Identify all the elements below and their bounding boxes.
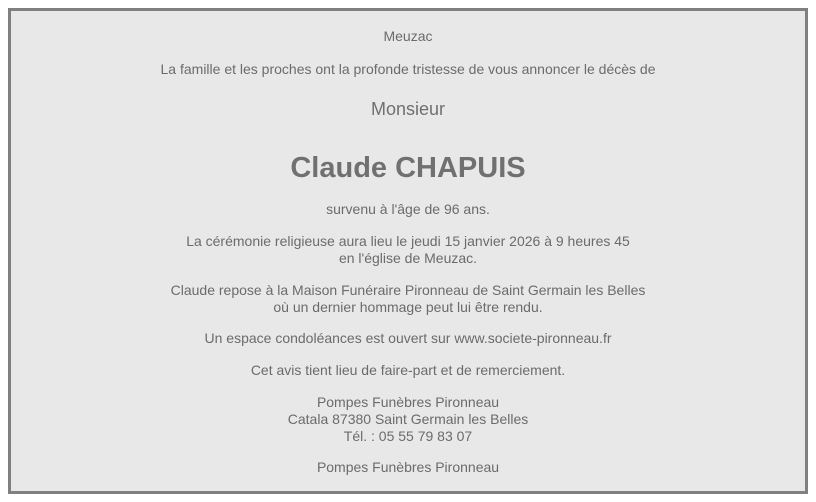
- obituary-notice: [8, 8, 808, 494]
- rest-line-2: où un dernier hommage peut lui être rendu.: [273, 299, 543, 315]
- condolences-text: Un espace condoléances est ouvert sur www.societe-pironneau.fr: [204, 330, 612, 346]
- civility-title: Monsieur: [370, 99, 446, 119]
- faire-part-text: Cet avis tient lieu de faire-part et de remerciement.: [250, 362, 566, 378]
- funeral-home-name: Pompes Funèbres Pironneau: [316, 394, 500, 410]
- age-text: survenu à l'âge de 96 ans.: [326, 201, 490, 217]
- funeral-home-address: Catala 87380 Saint Germain les Belles: [287, 411, 529, 427]
- funeral-home-phone: Tél. : 05 55 79 83 07: [343, 428, 473, 444]
- deceased-name: Claude CHAPUIS: [290, 152, 526, 184]
- ceremony-line-2: en l'église de Meuzac.: [338, 250, 478, 266]
- town-name: Meuzac: [383, 28, 433, 44]
- ceremony-line-1: La cérémonie religieuse aura lieu le jeudi 15 janvier 2026 à 9 heures 45: [186, 233, 630, 249]
- intro-text: La famille et les proches ont la profonde tristesse de vous annoncer le décès de: [160, 61, 656, 77]
- rest-line-1: Claude repose à la Maison Funéraire Pironneau de Saint Germain les Belles: [170, 282, 646, 298]
- signature: Pompes Funèbres Pironneau: [316, 459, 500, 475]
